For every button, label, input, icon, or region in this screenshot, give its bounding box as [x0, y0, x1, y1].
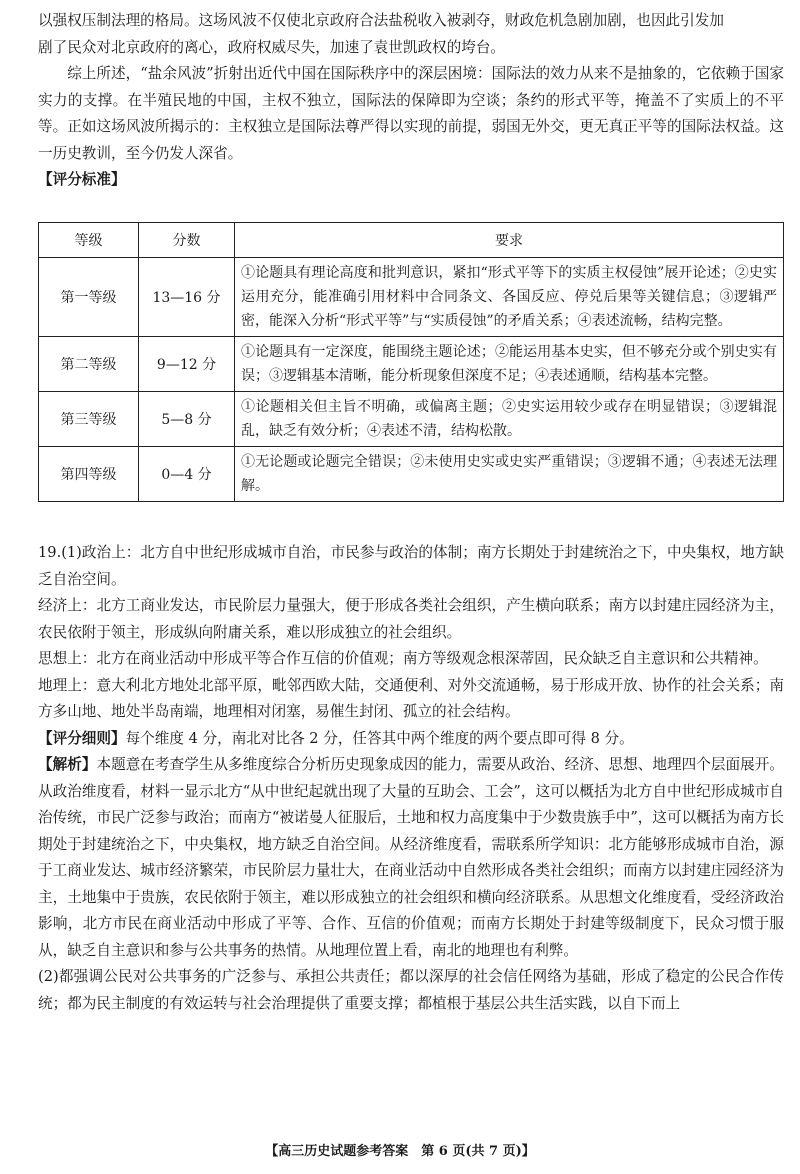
score-cell: 13—16 分	[139, 258, 235, 337]
table-row	[39, 258, 784, 337]
header-score: 分数	[139, 223, 235, 258]
level-cell: 第二等级	[39, 337, 139, 392]
answer-politics: 19.(1)政治上：北方自中世纪形成城市自治，市民参与政治的体制；南方长期处于封建统治之下，中央集权，地方缺乏自治空间。	[38, 544, 784, 588]
table-row	[39, 447, 784, 502]
requirement-cell: ①论题具有一定深度，能围绕主题论述；②能运用基本史实，但不够充分或个别史实有误；③逻辑基本清晰，能分析现象但深度不足；④表述通顺，结构基本完整。	[235, 337, 784, 392]
level-cell: 第三等级	[39, 392, 139, 447]
analysis-paragraph	[38, 752, 784, 964]
paragraph-continued: 以强权压制法理的格局。这场风波不仅使北京政府合法盐税收入被剥夺，财政危机急剧加剧，也因此引发加	[38, 12, 724, 29]
answer-geography: 地理上：意大利北方地处北部平原，毗邻西欧大陆，交通便利、对外交流通畅，易于形成开放、协作的社会关系；南方多山地、地处半岛南端，地理相对闭塞，易催生封闭、孤立的社会结构。	[38, 676, 784, 720]
header-requirement: 要求	[235, 223, 784, 258]
rubric-paragraph	[38, 726, 784, 753]
analysis-label: 【解析】	[38, 756, 97, 773]
score-cell: 5—8 分	[139, 392, 235, 447]
rubric-label: 【评分细则】	[38, 729, 126, 747]
top-section	[38, 8, 784, 194]
requirement-cell: ①论题相关但主旨不明确，或偏离主题；②史实运用较少或存在明显错误；③逻辑混乱，缺乏有效分析；④表述不清，结构松散。	[235, 392, 784, 447]
rubric-text: 每个维度 4 分，南北对比各 2 分，任答其中两个维度的两个要点即可得 8 分。	[125, 729, 634, 747]
requirement-cell: ①论题具有理论高度和批判意识，紧扣“形式平等下的实质主权侵蚀”展开论述；②史实运用充分，能准确引用材料中合同条文、各国反应、停兑后果等关键信息；③逻辑严密，能深入分析“形式平等”与“实质侵蚀”的矛盾关系；④表述流畅，结构完整。	[235, 258, 784, 337]
paragraph-conclusion: 综上所述，“盐余风波”折射出近代中国在国际秩序中的深层困境：国际法的效力从来不是抽象的，它依赖于国家实力的支撑。在半殖民地的中国，主权不独立，国际法的保障即为空谈；条约的形式平等，掩盖不了实质上的不平等。正如这场风波所揭示的：主权独立是国际法尊严得以实现的前提，弱国无外交，更无真正平等的国际法权益。这一历史教训，至今仍发人深省。	[38, 65, 784, 162]
answer-thought: 思想上：北方在商业活动中形成平等合作互信的价值观；南方等级观念根深蒂固，民众缺乏自主意识和公共精神。	[38, 650, 768, 667]
table-row	[39, 392, 784, 447]
table-header-row	[39, 223, 784, 258]
page-footer: 【高三历史试题参考答案 第 6 页(共 7 页)】	[265, 1144, 535, 1159]
score-cell: 9—12 分	[139, 337, 235, 392]
answer-part2: (2)都强调公民对公共事务的广泛参与、承担公共责任；都以深厚的社会信任网络为基础，形成了稳定的公民合作传统；都为民主制度的有效运转与社会治理提供了重要支撑；都植根于基层公共生活实践，以自下而上	[38, 968, 784, 1012]
level-cell: 第一等级	[39, 258, 139, 337]
score-cell: 0—4 分	[139, 447, 235, 502]
question-19-section	[38, 540, 784, 1017]
header-level: 等级	[39, 223, 139, 258]
paragraph-continued-end: 剧了民众对北京政府的离心，政府权威尽失，加速了袁世凯政权的垮台。	[38, 38, 506, 56]
answer-economy: 经济上：北方工商业发达，市民阶层力量强大，便于形成各类社会组织，产生横向联系；南方以封建庄园经济为主，农民依附于领主，形成纵向附庸关系，难以形成独立的社会组织。	[38, 597, 784, 641]
criteria-heading: 【评分标准】	[38, 171, 126, 188]
requirement-cell: ①无论题或论题完全错误；②未使用史实或史实严重错误；③逻辑不通；④表述无法理解。	[235, 447, 784, 502]
level-cell: 第四等级	[39, 447, 139, 502]
table-row	[39, 337, 784, 392]
grading-table	[38, 222, 784, 502]
analysis-text: 本题意在考查学生从多维度综合分析历史现象成因的能力，需要从政治、经济、思想、地理四个层面展开。从政治维度看，材料一显示北方“从中世纪起就出现了大量的互助会、工会”，这可以概括为北方自中世纪形成城市自治传统，市民广泛参与政治；而南方“被诺曼人征服后，土地和权力高度集中于少数贵族手中”，这可以概括为南方长期处于封建统治之下，中央集权，地方缺乏自治空间。从经济维度看，需联系所学知识：北方能够形成城市自治，源于工商业发达、城市经济繁荣，市民阶层力量壮大，在商业活动中自然形成各类社会组织；而南方以封建庄园经济为主，土地集中于贵族，农民依附于领主，难以形成独立的社会组织和横向经济联系。从思想文化维度看，受经济政治影响，北方市民在商业活动中形成了平等、合作、互信的价值观；而南方长期处于封建等级制度下，民众习惯于服从，缺乏自主意识和参与公共事务的热情。从地理位置上看，南北的地理也有利弊。	[38, 756, 784, 959]
